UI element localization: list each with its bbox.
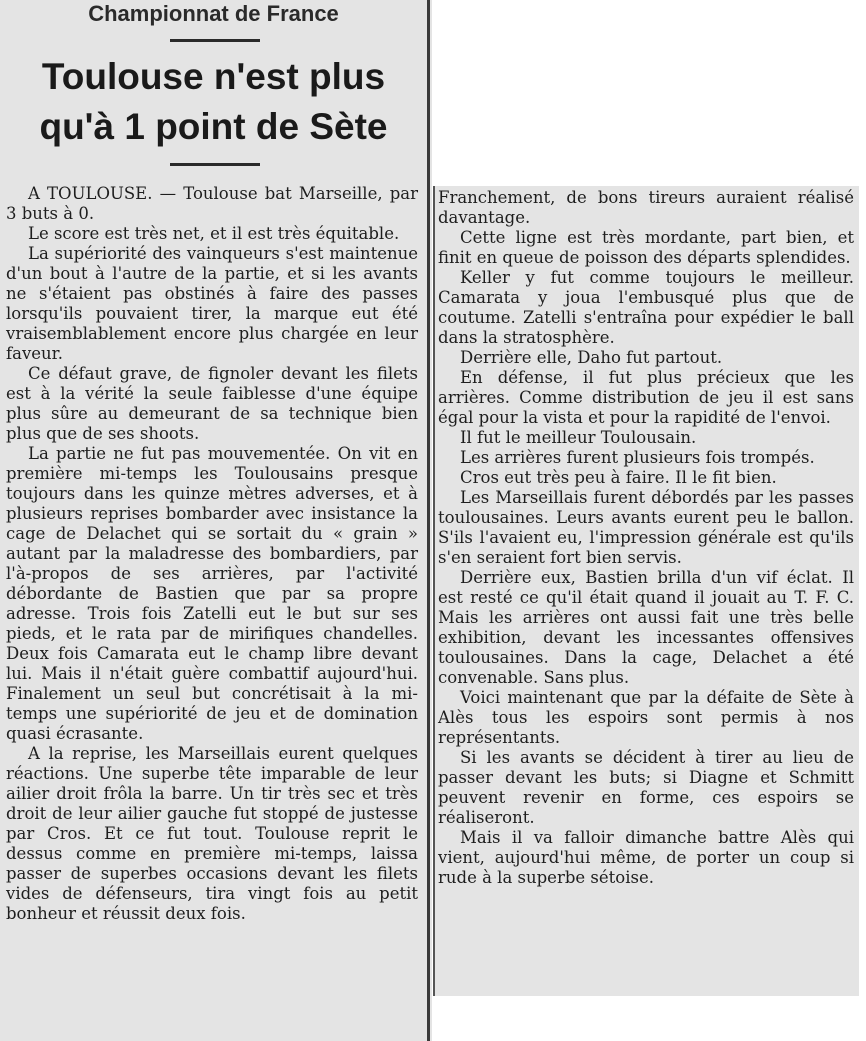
- kicker: Championnat de France: [88, 1, 339, 26]
- paragraph: La partie ne fut pas mouvementée. On vit en première mi-temps les Toulousains presque toujours dans les quinze mètres adverses, et à plusieurs reprises bombarder avec insistance la cage de Delachet qui se sortait du « grain » autant par la maladresse des bombardiers, par l'à-propos de ses arrières, par l'activité débordante de Bastien que par sa propre adresse. Trois fois Zatelli eut le but sur ses pieds, et le rata par de mirifiques chandelles. Deux fois Camarata eut le champ libre devant lui. Mais il n'était guère combattif aujourd'hui. Finalement un seul but concrétisait à la mi-temps une supériorité de jeu et de domination quasi écrasante.: [6, 444, 418, 743]
- paragraph: Ce défaut grave, de fignoler devant les filets est à la vérité la seule faiblesse d'une équipe plus sûre au demeurant de sa technique bien plus que de ses shoots.: [6, 364, 418, 443]
- paragraph: Cros eut très peu à faire. Il le fit bien.: [460, 468, 777, 487]
- headline-line-1: Toulouse n'est plus: [41, 56, 386, 97]
- paragraph: Il fut le meilleur Toulousain.: [460, 428, 697, 447]
- paragraph-continuation: Franchement, de bons tireurs auraient réalisé davantage.: [438, 188, 854, 227]
- paragraph: A TOULOUSE. — Toulouse bat Marseille, par 3 buts à 0.: [6, 184, 418, 223]
- kicker-rule: [170, 39, 260, 42]
- paragraph: Le score est très net, et il est très équitable.: [28, 224, 400, 243]
- paragraph: Derrière elle, Daho fut partout.: [460, 348, 723, 367]
- paragraph: En défense, il fut plus précieux que les arrières. Comme distribution de jeu il est sans égal pour la vista et pour la rapidité de l'envoi.: [438, 368, 854, 427]
- paragraph: Les Marseillais furent débordés par les passes toulousaines. Leurs avants eurent peu le ballon. S'ils l'avaient eu, l'impression générale est qu'ils s'en seraient fort bien servis.: [438, 488, 854, 567]
- paragraph: Cette ligne est très mordante, part bien, et finit en queue de poisson des départs splendides.: [438, 228, 854, 267]
- article-body-right: [438, 188, 854, 888]
- article-body-left: [6, 184, 418, 924]
- paragraph: Keller y fut comme toujours le meilleur. Camarata y joua l'embusqué plus que de coutume. Zatelli s'entraîna pour expédier le ball dans la stratosphère.: [438, 268, 854, 347]
- paragraph: Mais il va falloir dimanche battre Alès qui vient, aujourd'hui même, de porter un coup si rude à la superbe sétoise.: [438, 828, 854, 887]
- paragraph: Voici maintenant que par la défaite de Sète à Alès tous les espoirs sont permis à nos représentants.: [438, 688, 854, 747]
- headline: [0, 52, 427, 152]
- paragraph: A la reprise, les Marseillais eurent quelques réactions. Une superbe tête imparable de leur ailier droit frôla la barre. Un tir très sec et très droit de leur ailier gauche fut stoppé de justesse par Cros. Et ce fut tout. Toulouse reprit le dessus comme en première mi-temps, laissa passer de superbes occasions devant les filets vides de défenseurs, tira vingt fois au petit bonheur et réussit deux fois.: [6, 744, 418, 923]
- paragraph: La supériorité des vainqueurs s'est maintenue d'un bout à l'autre de la partie, et si les avants ne s'étaient pas obstinés à faire des passes lorsqu'ils pouvaient tirer, la marque eut été vraisemblablement encore plus chargée en leur faveur.: [6, 244, 418, 363]
- paragraph: Si les avants se décident à tirer au lieu de passer devant les buts; si Diagne et Schmitt peuvent revenir en forme, ces espoirs se réaliseront.: [438, 748, 854, 827]
- headline-line-2: qu'à 1 point de Sète: [39, 106, 388, 147]
- paragraph: Derrière eux, Bastien brilla d'un vif éclat. Il est resté ce qu'il était quand il jouait au T. F. C. Mais les arrières ont aussi fait une très belle exhibition, devant les incessantes offensives toulousaines. Dans la cage, Delachet a été convenable. Sans plus.: [438, 568, 854, 687]
- column-divider: [427, 0, 430, 1041]
- paragraph: Les arrières furent plusieurs fois trompés.: [460, 448, 815, 467]
- column-divider-right: [433, 186, 435, 996]
- headline-rule: [170, 163, 260, 166]
